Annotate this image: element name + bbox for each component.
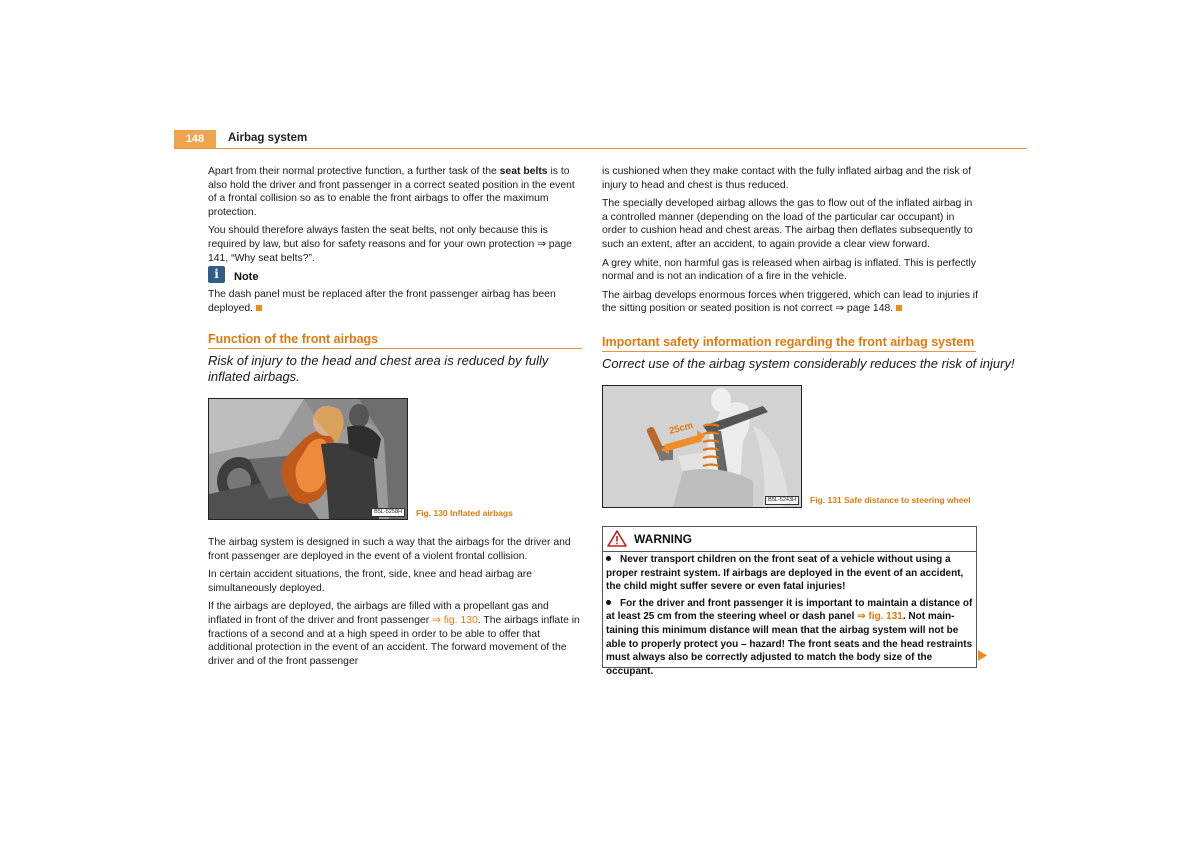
paragraph: The airbag system is designed in such a way that the airbags for the driver and front passenger are deployed in the event of a violent frontal collision. (208, 537, 571, 562)
paragraph: The airbag develops enormous forces when triggered, which can lead to injuries if the sitting position or seated position is not correct ⇒ page 148. (602, 289, 979, 315)
warning-item: Never transport children on the front seat of a vehicle without using a proper restraint system. If airbags are deployed in the event of an accident, the child might suffer severe or even fatal injuries! (606, 554, 964, 593)
warning-title: WARNING (634, 532, 692, 546)
figure-caption: Fig. 131 Safe distance to steering wheel (810, 495, 971, 505)
paragraph: If the airbags are deployed, the airbags are filled with a propellant gas and inflated in front of the driver and front passenger ⇒ fig. 130. The airbags inflate in fractions of a second and at a high speed in order to be able to offer that additional protection in the event of an accident. The forward movement of the driver and of the front passenger (208, 601, 580, 667)
figure-caption: Fig. 130 Inflated airbags (416, 508, 513, 518)
section-lead: Risk of injury to the head and chest area is reduced by fully inflated airbags. (208, 353, 549, 384)
note-text: The dash panel must be replaced after the front passenger airbag has been deployed. (208, 289, 556, 314)
paragraph: Apart from their normal protective function, a further task of the seat belts is to also hold the driver and front passenger in a correct seated position in the event of a frontal collision so as to enable the front airbags to offer the maximum protection. (208, 166, 575, 218)
warning-body (606, 553, 974, 678)
bold-term: seat belts (499, 166, 548, 177)
warning-box (602, 526, 977, 677)
section-heading: Function of the front airbags (208, 332, 379, 346)
warning-triangle-icon (607, 530, 627, 547)
figure-inflated-airbags (208, 398, 408, 520)
warning-header (603, 527, 976, 552)
info-icon: i (208, 266, 225, 283)
paragraph: The specially developed airbag allows the gas to flow out of the inflated airbag in a controlled manner (depending on the load of the particular car occupant) in order to cushion head and chest areas. The airbag then deflates subsequently to such an extent, after an accident, to again provide a clear view forward. (602, 198, 973, 250)
paragraph: A grey white, non harmful gas is released when airbag is inflated. This is perfectly normal and is not an indication of a fire in the vehicle. (602, 257, 977, 283)
end-marker (896, 305, 902, 311)
right-column (602, 165, 978, 316)
paragraph: is cushioned when they make contact with the fully inflated airbag and the risk of injury to head and chest is thus reduced. (602, 166, 972, 191)
airbag-illustration (209, 399, 407, 519)
figure-code: B5L-5258H (371, 508, 405, 517)
section-heading: Important safety information regarding the front airbag system (602, 335, 975, 349)
figure-link[interactable]: ⇒ fig. 131 (857, 611, 903, 623)
left-column-lower (208, 536, 583, 668)
paragraph: You should therefore always fasten the seat belts, not only because this is required by law, but also for safety reasons and for your own protection ⇒ page 141, “Why seat belts?”. (208, 225, 572, 264)
bullet-icon (606, 556, 611, 561)
continue-arrow-icon (978, 650, 987, 661)
figure-code: B5L-5243H (765, 496, 799, 505)
heading-rule (208, 348, 582, 349)
bullet-icon (606, 600, 611, 605)
running-title: Airbag system (228, 132, 308, 144)
end-marker (256, 305, 262, 311)
figure-link[interactable]: ⇒ fig. 130 (432, 614, 478, 626)
warning-item: For the driver and front passenger it is important to maintain a distance of at least 25 cm from the steering wheel or dash panel ⇒ fig. 131. Not main-taining this minimum distance will mean that the airbag system will not be able to properly protect you – hazard! The front seats and the head restraints must always also be correctly adjusted to match the body size of the occupant. (606, 597, 973, 677)
left-column (208, 165, 583, 265)
header-rule (174, 148, 1027, 149)
distance-label: 25cm (668, 420, 695, 437)
figure-safe-distance (602, 385, 802, 508)
section-lead: Correct use of the airbag system considerably reduces the risk of injury! (602, 356, 1015, 371)
note-label: Note (234, 271, 259, 283)
page-number: 148 (174, 130, 216, 148)
seating-distance-illustration (603, 386, 801, 507)
heading-rule (602, 351, 976, 352)
paragraph: In certain accident situations, the front, side, knee and head airbag are simultaneously deployed. (208, 569, 533, 594)
